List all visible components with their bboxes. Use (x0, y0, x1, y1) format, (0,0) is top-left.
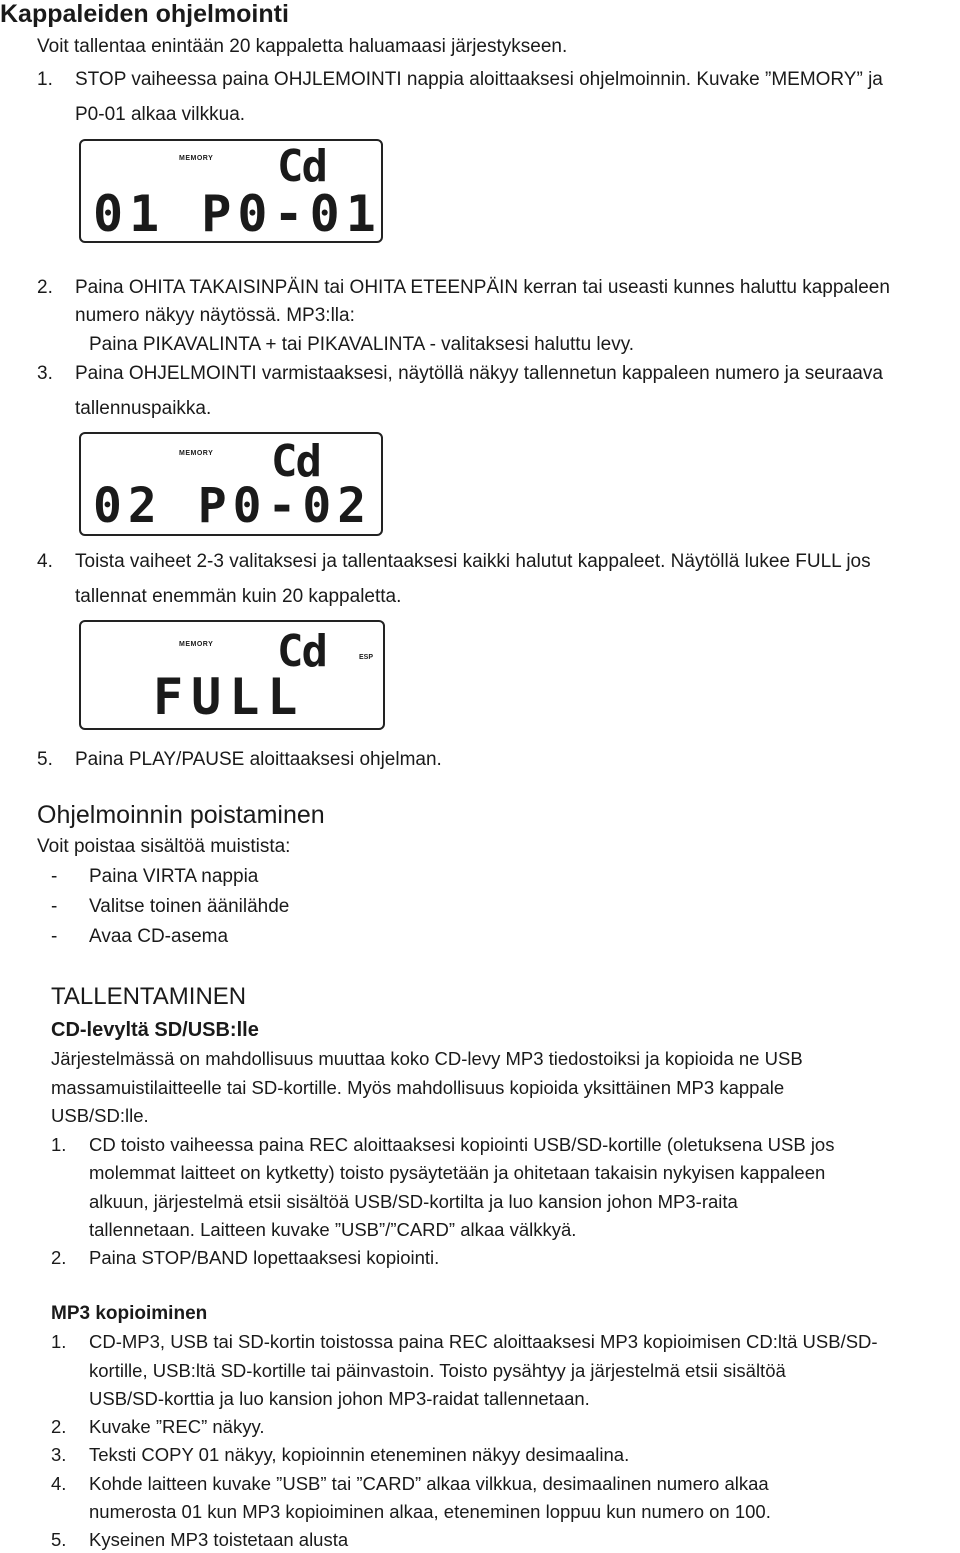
step-number: 3. (37, 363, 53, 384)
step-text: numero näkyy näytössä. MP3:lla: (75, 305, 355, 326)
paragraph-line: USB/SD:lle. (51, 1105, 149, 1126)
step-text: tallennat enemmän kuin 20 kappaletta. (75, 586, 402, 607)
step-text: CD toisto vaiheessa paina REC aloittaaksesi kopiointi USB/SD-kortille (oletuksena USB jos (89, 1134, 835, 1155)
step-text: P0-01 alkaa vilkkua. (75, 104, 246, 125)
list-item: Paina VIRTA nappia (89, 866, 259, 887)
step-number: 1. (37, 69, 53, 90)
list-item: Avaa CD-asema (89, 926, 229, 947)
bullet-dash: - (51, 926, 58, 947)
bullet-dash: - (51, 896, 58, 917)
list-item: Valitse toinen äänilähde (89, 896, 290, 917)
section-title-programming: Kappaleiden ohjelmointi (0, 0, 289, 28)
paragraph-line: massamuistilaitteelle tai SD-kortille. Myös mahdollisuus kopioida yksittäinen MP3 kappale (51, 1077, 785, 1098)
step-number: 5. (37, 749, 53, 770)
step-text: kortille, USB:ltä SD-kortille tai päinvastoin. Toisto pysähtyy ja järjestelmä etsii sisältöä (89, 1360, 786, 1381)
section-title-delete: Ohjelmoinnin poistaminen (37, 801, 325, 829)
step-text: Paina PIKAVALINTA + tai PIKAVALINTA - valitaksesi haluttu levy. (89, 334, 635, 355)
lcd-main-readout: 01 P0-01 (93, 185, 382, 243)
step-number: 4. (37, 551, 53, 572)
step-text: Paina STOP/BAND lopettaaksesi kopiointi. (89, 1247, 440, 1268)
step-text: STOP vaiheessa paina OHJLEMOINTI nappia aloittaaksesi ohjelmoinnin. Kuvake ”MEMORY” ja (75, 69, 883, 90)
section-title-recording: TALLENTAMINEN (51, 983, 247, 1010)
delete-intro: Voit poistaa sisältöä muistista: (37, 836, 291, 857)
source-indicator: Cd (277, 626, 326, 677)
bullet-dash: - (51, 866, 58, 887)
step-text: numerosta 01 kun MP3 kopioiminen alkaa, eteneminen loppuu kun numero on 100. (89, 1501, 771, 1522)
step-text: Toista vaiheet 2-3 valitaksesi ja tallentaaksesi kaikki halutut kappaleet. Näytöllä lukee FULL jos (75, 551, 871, 572)
paragraph-line: Järjestelmässä on mahdollisuus muuttaa koko CD-levy MP3 tiedostoiksi ja kopioida ne USB (51, 1048, 803, 1069)
step-text: tallennetaan. Laitteen kuvake ”USB”/”CARD” alkaa välkkyä. (89, 1219, 577, 1240)
subsection-title-cd-to-usb: CD-levyltä SD/USB:lle (51, 1019, 259, 1041)
step-text: Paina PLAY/PAUSE aloittaaksesi ohjelman. (75, 749, 442, 770)
lcd-display-memory-02 (79, 432, 383, 536)
source-indicator: Cd (271, 436, 320, 487)
lcd-main-readout: 02 P0-02 (93, 478, 373, 534)
memory-indicator: MEMORY (179, 155, 214, 162)
step-text: USB/SD-korttia ja luo kansion johon MP3-raidat tallennetaan. (89, 1388, 590, 1409)
programming-intro: Voit tallentaa enintään 20 kappaletta haluamaasi järjestykseen. (37, 36, 568, 57)
esp-indicator: ESP (359, 654, 374, 661)
step-text: Kuvake ”REC” näkyy. (89, 1416, 265, 1437)
step-text: molemmat laitteet on kytketty) toisto pysäytetään ja ohitetaan takaisin nykyisen kappaleen (89, 1162, 826, 1183)
lcd-display-memory-01 (79, 139, 383, 243)
step-number: 2. (37, 277, 53, 298)
step-text: CD-MP3, USB tai SD-kortin toistossa paina REC aloittaaksesi MP3 kopioimisen CD:ltä USB/SD- (89, 1331, 878, 1352)
step-text: alkuun, järjestelmä etsii sisältöä USB/SD-kortilta ja luo kansion johon MP3-raita (89, 1191, 738, 1212)
step-text: Paina OHJELMOINTI varmistaaksesi, näytöllä näkyy tallennetun kappaleen numero ja seuraava (75, 363, 883, 384)
lcd-display-full (79, 620, 385, 730)
step-number: 1. (51, 1134, 67, 1155)
step-text: Kohde laitteen kuvake ”USB” tai ”CARD” alkaa vilkkua, desimaalinen numero alkaa (89, 1473, 769, 1494)
step-number: 5. (51, 1529, 67, 1550)
step-text: Teksti COPY 01 näkyy, kopioinnin eteneminen näkyy desimaalina. (89, 1444, 630, 1465)
step-text: Paina OHITA TAKAISINPÄIN tai OHITA ETEENPÄIN kerran tai useasti kunnes haluttu kappaleen (75, 277, 890, 298)
memory-indicator: MEMORY (179, 450, 214, 457)
step-number: 2. (51, 1416, 67, 1437)
step-number: 4. (51, 1473, 67, 1494)
step-text: Kyseinen MP3 toistetaan alusta (89, 1529, 349, 1550)
memory-indicator: MEMORY (179, 641, 214, 648)
step-text: tallennuspaikka. (75, 398, 212, 419)
step-number: 3. (51, 1444, 67, 1465)
lcd-main-readout: FULL (153, 668, 306, 726)
subsection-title-mp3-copy: MP3 kopioiminen (51, 1303, 208, 1324)
source-indicator: Cd (277, 141, 326, 192)
step-number: 2. (51, 1247, 67, 1268)
step-number: 1. (51, 1331, 67, 1352)
